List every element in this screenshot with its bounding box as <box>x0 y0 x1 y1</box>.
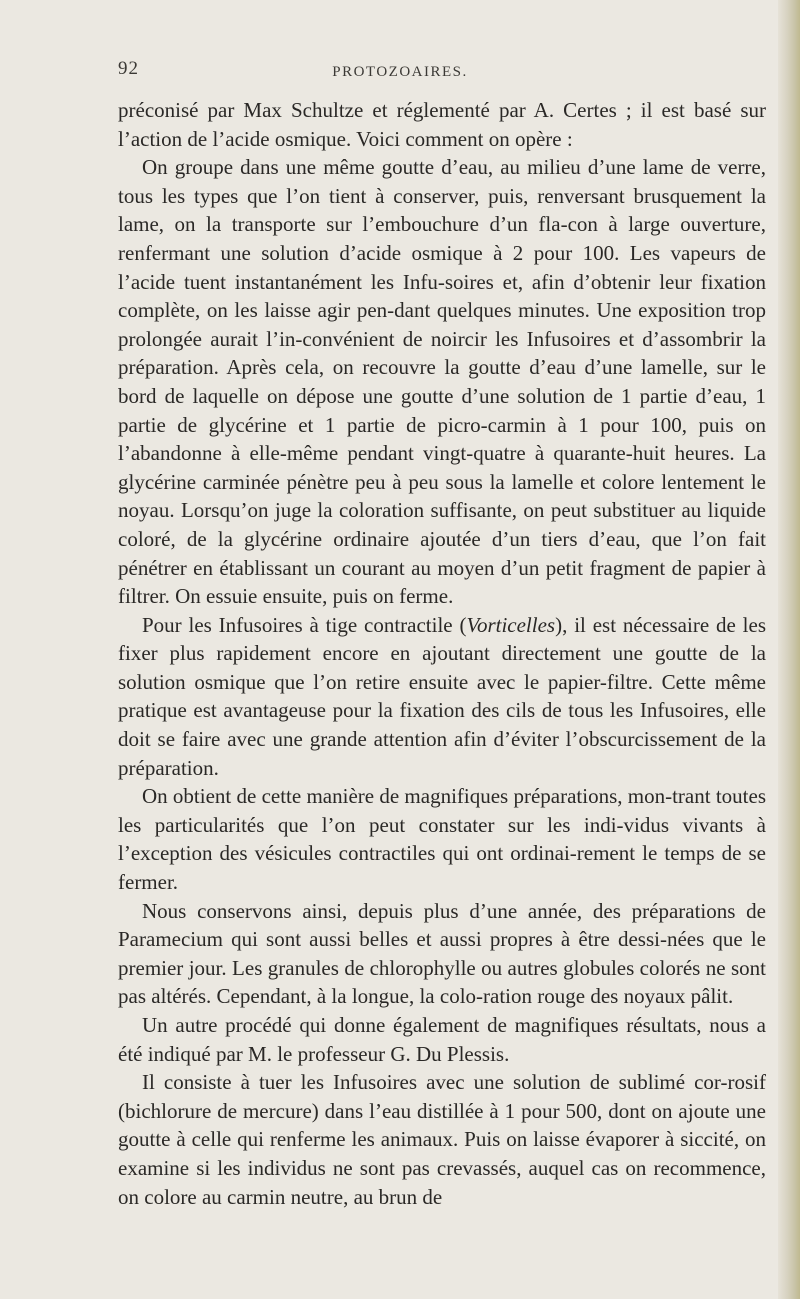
paragraph: Il consiste à tuer les Infusoires avec une solution de sublimé cor-rosif (bichlorure de mercure) dans l’eau distillée à 1 pour 500, dont on ajoute une goutte à celle qui renferme les animaux. Puis on laisse évaporer à siccité, on examine si les individus ne sont pas crevassés, auquel cas on recommence, on colore au carmin neutre, au brun de <box>118 1070 766 1209</box>
paragraph: préconisé par Max Schultze et réglementé par A. Certes ; il est basé sur l’action de l’acide osmique. Voici comment on opère : <box>118 98 766 151</box>
paragraph-text: ), il est nécessaire de les fixer plus rapidement encore en ajoutant directement une goutte de la solution osmique que l’on retire ensuite avec le papier-filtre. Cette même pratique est avantageuse pour la fixation des cils de tous les Infusoires, elle doit se faire avec une grande attention afin d’éviter l’obscurcissement de la préparation. <box>118 612 766 780</box>
page-number: 92 <box>118 58 139 79</box>
paragraph: On obtient de cette manière de magnifiques préparations, mon-trant toutes les particularités que l’on peut constater sur les indi-vidus vivants à l’exception des vésicules contractiles qui ont ordinai-rement le temps de se fermer. <box>118 784 766 895</box>
body-text <box>118 96 766 1211</box>
paragraph: On groupe dans une même goutte d’eau, au milieu d’une lame de verre, tous les types que l’on tient à conserver, puis, renversant brusquement la lame, on la transporte sur l’embouchure d’un fla-con à large ouverture, renfermant une solution d’acide osmique à 2 pour 100. Les vapeurs de l’acide tuent instantanément les Infu-soires et, afin d’obtenir leur fixation complète, on les laisse agir pen-dant quelques minutes. Une exposition trop prolongée aurait l’in-convénient de noircir les Infusoires et d’assombrir la préparation. Après cela, on recouvre la goutte d’eau d’une lamelle, sur le bord de laquelle on dépose une goutte d’une solution de 1 partie d’eau, 1 partie de glycérine et 1 partie de picro-carmin à 1 pour 100, puis on l’abandonne à elle-même pendant vingt-quatre à quarante-huit heures. La glycérine carminée pénètre peu à peu sous la lamelle et colore lentement le noyau. Lorsqu’on juge la coloration suffisante, on peut substituer au liquide coloré, de la glycérine ordinaire ajoutée d’un tiers d’eau, que l’on fait pénétrer en établissant un courant au moyen d’un petit fragment de papier à filtrer. On essuie ensuite, puis on ferme. <box>118 155 766 609</box>
running-title: PROTOZOAIRES. <box>332 64 468 80</box>
paragraph <box>118 611 766 783</box>
italic-term: Vorticelles <box>466 612 556 637</box>
paragraph: Un autre procédé qui donne également de magnifiques résultats, nous a été indiqué par M. le professeur G. Du Plessis. <box>118 1013 766 1066</box>
page-edge <box>778 0 800 1299</box>
paragraph: Nous conservons ainsi, depuis plus d’une année, des préparations de Paramecium qui sont aussi belles et aussi propres à être dessi-nées que le premier jour. Les granules de chlorophylle ou autres globules colorés ne sont pas altérés. Cependant, à la longue, la colo-ration rouge des noyaux pâlit. <box>118 898 766 1009</box>
paragraph-text: Pour les Infusoires à tige contractile ( <box>142 612 467 637</box>
